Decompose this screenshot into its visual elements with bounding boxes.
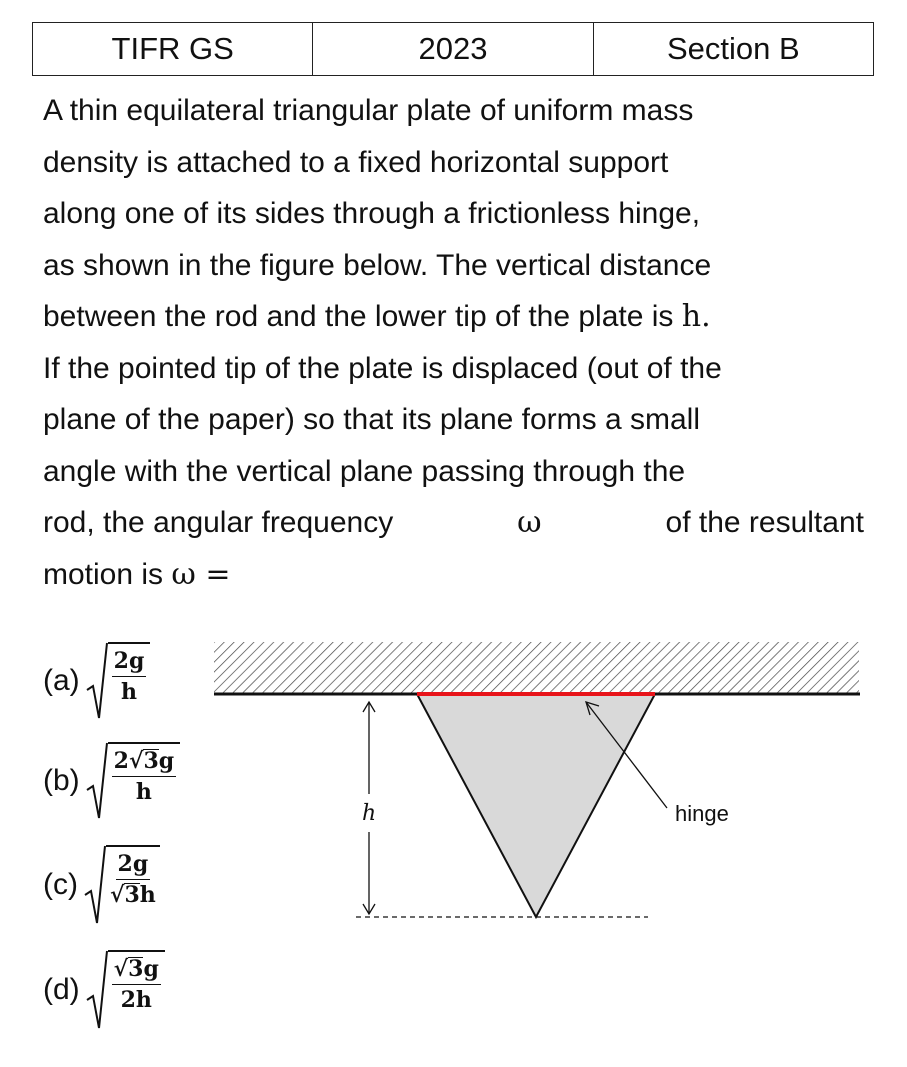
numerator-part: g [158,748,175,774]
question-line-text: of the resultant [665,506,864,539]
omega-symbol: ω [517,505,542,540]
fixed-support [214,642,859,694]
sqrt-sign-icon [86,742,108,820]
numerator-part: 2√ [113,748,144,774]
denominator: 2h [120,987,152,1013]
denominator: h [121,679,138,705]
question-line: density is attached to a fixed horizontal support [43,145,669,179]
option-label: (b) [43,764,80,797]
option-c[interactable] [43,845,160,925]
question-line: If the pointed tip of the plate is displaced (out of the [43,351,722,385]
question-line: A thin equilateral triangular plate of uniform mass [43,94,694,127]
option-label: (a) [43,664,80,697]
option-a[interactable] [43,642,150,720]
numerator: 2g [117,851,149,877]
question-text [43,85,864,600]
h-label: h [362,801,377,826]
option-b[interactable] [43,742,180,820]
denominator-part: h [139,882,156,908]
sqrt-sign-icon [84,845,106,925]
numerator-radicand: 3 [143,748,159,774]
exam-year: 2023 [313,23,593,75]
denominator-part: √ [109,882,125,908]
h-symbol: h. [681,299,711,334]
sqrt-sign-icon [86,642,108,720]
question-line: along one of its sides through a frictionless hinge, [43,197,701,230]
numerator: 2g [113,648,145,674]
question-line [43,291,864,343]
question-line-text: rod, the angular frequency [43,506,394,539]
radical [84,845,160,925]
question-line-text: motion is [43,557,164,591]
triangular-plate [417,694,655,917]
question-line: angle with the vertical plane passing through the [43,454,686,488]
denominator-radicand: 3 [124,882,140,908]
radical [86,950,165,1030]
numerator-part: √ [113,956,129,982]
question-line [43,497,864,549]
question-line-text: between the rod and the lower tip of the plate is [43,300,674,333]
exam-section: Section B [666,31,800,66]
option-d[interactable] [43,950,165,1030]
hinged-plate-figure [210,636,862,936]
numerator-radicand: 3 [128,956,144,982]
sqrt-sign-icon [86,950,108,1030]
question-line: plane of the paper) so that its plane forms a small [43,403,701,436]
numerator-part: g [143,956,159,982]
question-line [43,549,864,601]
radical [86,642,151,720]
exam-name: TIFR GS [33,23,313,75]
denominator: h [135,779,152,805]
radical [86,742,180,820]
option-label: (d) [43,973,80,1006]
header-table [32,22,874,76]
hinge-label: hinge [675,801,729,826]
option-label: (c) [43,868,78,901]
omega-equals: ω = [171,556,231,592]
question-line: as shown in the figure below. The vertical distance [43,248,712,282]
